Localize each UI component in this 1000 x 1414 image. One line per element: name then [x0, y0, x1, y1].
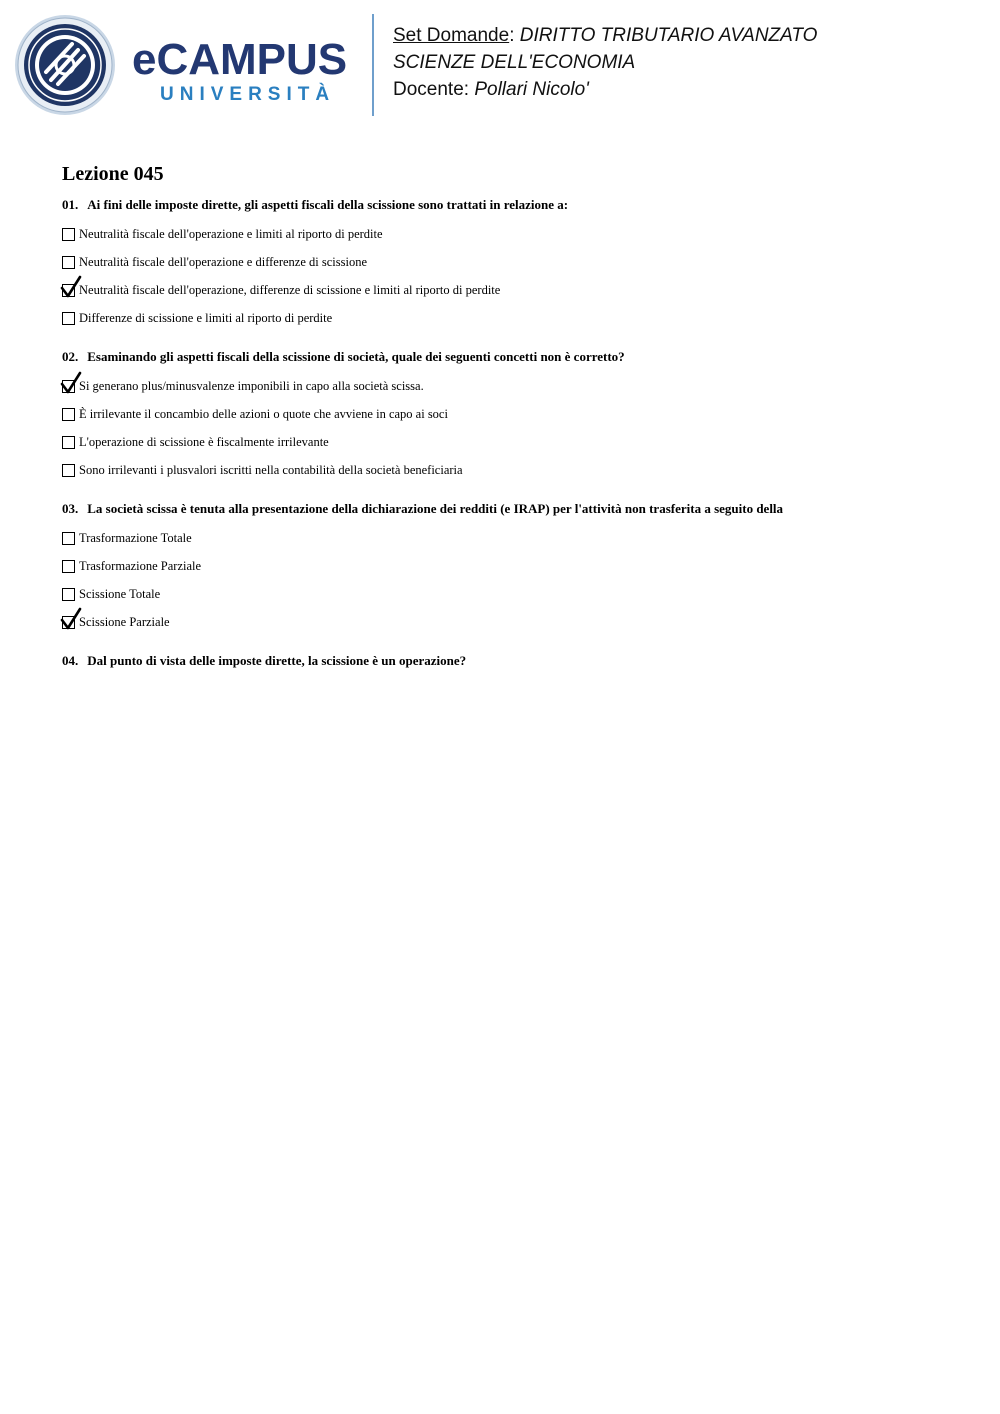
faculty: SCIENZE DELL'ECONOMIA	[393, 52, 636, 73]
question-text	[62, 348, 962, 366]
page-header	[0, 0, 1000, 130]
answer-option[interactable]	[62, 220, 962, 248]
answer-text: Scissione Parziale	[79, 615, 170, 629]
lesson-title: Lezione 045	[62, 163, 164, 185]
checkmark-icon	[60, 273, 82, 301]
question-4	[62, 652, 962, 670]
question-2	[62, 348, 962, 484]
teacher-line	[393, 76, 817, 103]
question-1	[62, 196, 962, 332]
course-title: DIRITTO TRIBUTARIO AVANZATO	[519, 25, 818, 46]
answer-text: Neutralità fiscale dell'operazione e differenze di scissione	[79, 255, 368, 269]
question-list	[62, 196, 962, 670]
answer-option[interactable]	[62, 608, 962, 636]
lesson-content	[62, 160, 962, 686]
answer-option[interactable]	[62, 428, 962, 456]
answer-option[interactable]	[62, 552, 962, 580]
question-text	[62, 652, 962, 670]
teacher-label: Docente:	[393, 79, 475, 100]
answer-option[interactable]	[62, 304, 962, 332]
answer-checkbox[interactable]	[62, 532, 75, 545]
question-number: 04.	[62, 653, 79, 668]
header-divider	[372, 14, 374, 116]
answer-checkbox[interactable]	[62, 256, 75, 269]
question-number: 01.	[62, 197, 79, 212]
answer-checkbox[interactable]	[62, 560, 75, 573]
answer-text: Scissione Totale	[79, 587, 161, 601]
question-text	[62, 500, 962, 518]
answer-option[interactable]	[62, 456, 962, 484]
answer-text: L'operazione di scissione è fiscalmente irrilevante	[79, 435, 329, 449]
answer-option[interactable]	[62, 400, 962, 428]
set-label: Set Domande	[393, 25, 510, 46]
answer-checkbox[interactable]	[62, 312, 75, 325]
answer-option[interactable]	[62, 248, 962, 276]
answer-text: Neutralità fiscale dell'operazione e limiti al riporto di perdite	[79, 227, 383, 241]
answer-option[interactable]	[62, 276, 962, 304]
question-label: Esaminando gli aspetti fiscali della scissione di società, quale dei seguenti concetti non è corretto?	[87, 349, 625, 364]
set-info	[393, 22, 817, 103]
question-label: Dal punto di vista delle imposte dirette, la scissione è un operazione?	[87, 653, 467, 668]
answer-option[interactable]	[62, 580, 962, 608]
checkmark-icon	[60, 369, 82, 397]
question-label: La società scissa è tenuta alla presentazione della dichiarazione dei redditi (e IRAP) per l'attività non trasferita a seguito della	[87, 501, 784, 516]
answer-text: Si generano plus/minusvalenze imponibili in capo alla società scissa.	[79, 379, 424, 393]
set-separator: :	[509, 25, 520, 46]
answer-text: Trasformazione Totale	[79, 531, 192, 545]
question-3	[62, 500, 962, 636]
brand-wordmark	[132, 35, 348, 106]
question-text	[62, 196, 962, 214]
brand-subtitle: UNIVERSITÀ	[160, 84, 336, 105]
answer-checkbox[interactable]	[62, 228, 75, 241]
answer-text: Sono irrilevanti i plusvalori iscritti nella contabilità della società beneficiaria	[79, 463, 463, 477]
question-number: 02.	[62, 349, 79, 364]
answer-checkbox[interactable]	[62, 588, 75, 601]
checkmark-icon	[60, 605, 82, 633]
answer-checkbox[interactable]	[62, 436, 75, 449]
answer-text: È irrilevante il concambio delle azioni o quote che avviene in capo ai soci	[79, 407, 448, 421]
answer-checkbox[interactable]	[62, 408, 75, 421]
brand-name: eCAMPUS	[132, 35, 348, 84]
question-label: Ai fini delle imposte dirette, gli aspetti fiscali della scissione sono trattati in relazione a:	[87, 197, 569, 212]
answer-text: Neutralità fiscale dell'operazione, differenze di scissione e limiti al riporto di perdite	[79, 283, 501, 297]
answer-text: Differenze di scissione e limiti al riporto di perdite	[79, 311, 333, 325]
answer-option[interactable]	[62, 524, 962, 552]
question-number: 03.	[62, 501, 79, 516]
answer-text: Trasformazione Parziale	[79, 559, 202, 573]
set-line	[393, 22, 817, 49]
answer-checkbox[interactable]	[62, 464, 75, 477]
answer-option[interactable]	[62, 372, 962, 400]
teacher-name: Pollari Nicolo'	[474, 79, 589, 100]
university-seal-logo	[14, 14, 116, 116]
